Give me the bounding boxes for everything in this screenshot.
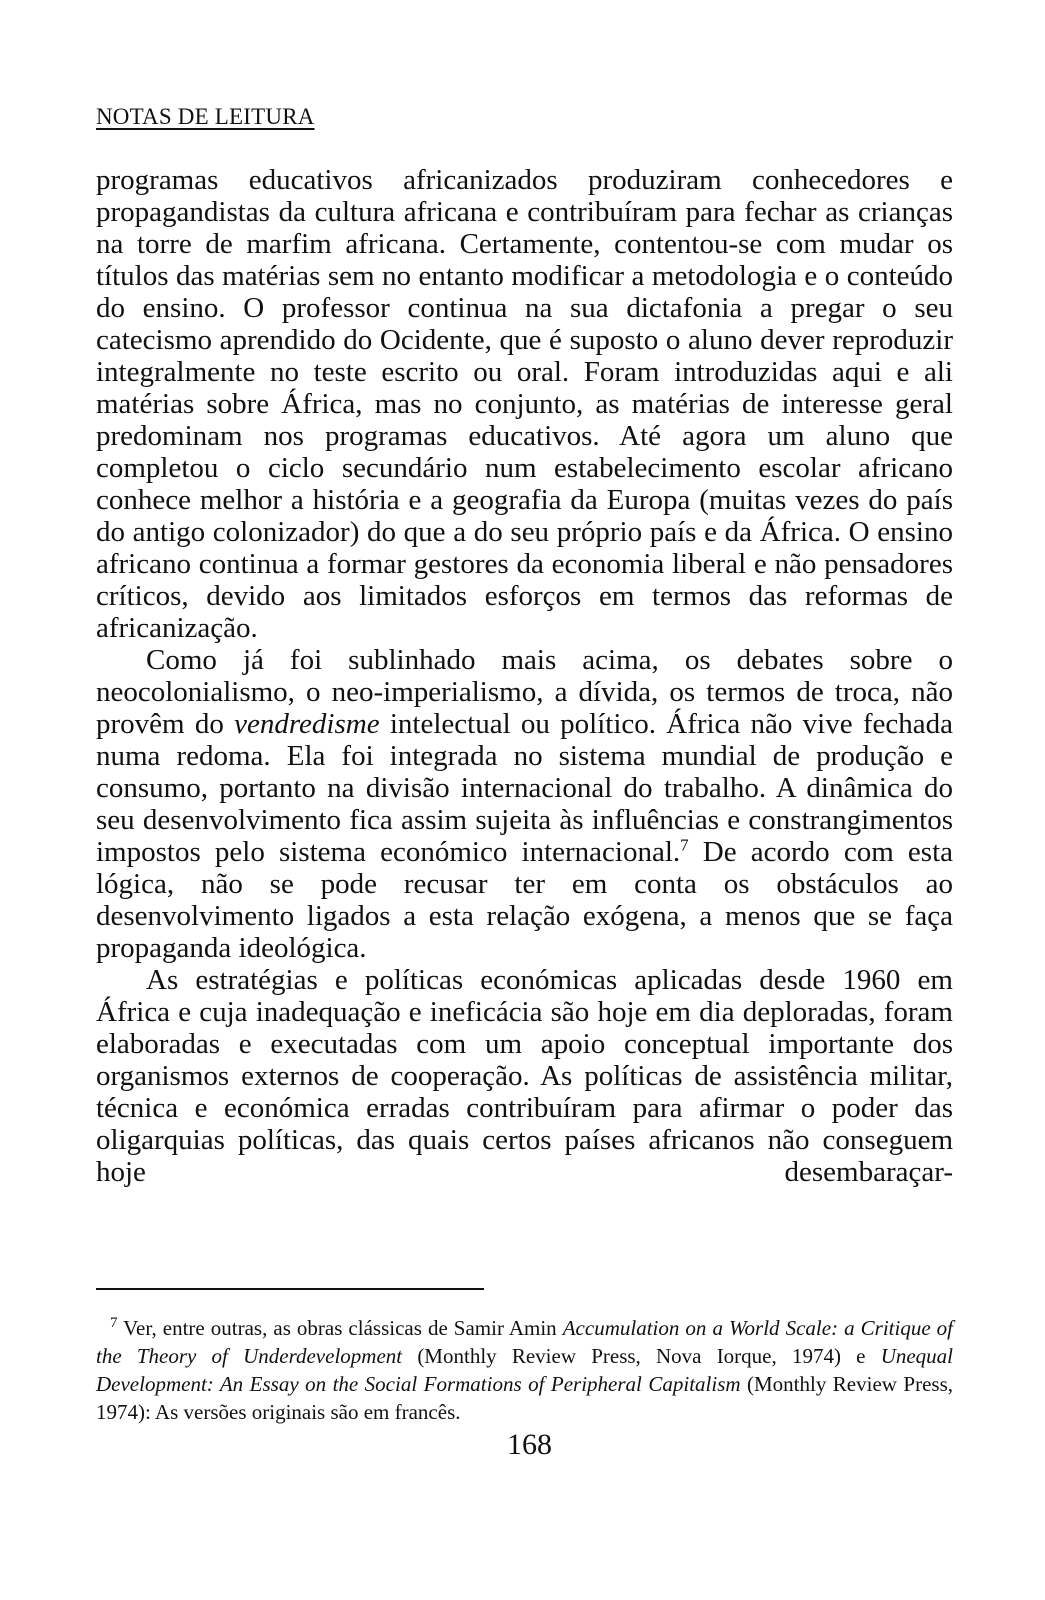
footnote-divider [96,1288,484,1290]
paragraph-3: As estratégias e políticas económicas aplicadas desde 1960 em África e cuja inadequação e ineficácia são hoje em dia deploradas, foram elaboradas e executadas com um apoio conceptual importante dos organismos externos de cooperação. As políticas de assistência militar, técnica e económica erradas contribuíram para afirmar o poder das oligarquias políticas, das quais certos países africanos não conseguem hoje desembaraçar- [96,964,953,1188]
paragraph-2-part-b: intelectual ou político. África não vive fechada numa redoma. Ela foi integrada no sistema mundial de produção e consumo, portanto na divisão internacional do trabalho. A dinâmica do seu desenvolvimento fica assim sujeita às influências e constrangimentos impostos pelo sistema económico internacional. [96,708,954,868]
paragraph-2-part-c: De acordo com esta lógica, não se pode recusar ter em conta os obstáculos ao desenvolvimento ligados a esta relação exógena, a menos que se faça propaganda ideológica. [96,836,953,964]
paragraph-2 [96,644,953,964]
vendredisme-term: vendredisme [234,708,380,740]
footnote-part-1: Ver, entre outras, as obras clássicas de Samir Amin [123,1316,557,1340]
footnote-title-2: Unequal Development: An Essay on the Social Formations of Peripheral Capitalism [96,1344,954,1396]
paragraph-2-part-a: Como já foi sublinhado mais acima, os debates sobre o neocolonialismo, o neo-imperialismo, a dívida, os termos de troca, não provêm do [96,644,953,740]
footnote-number: 7 [110,1315,118,1331]
footnote-reference[interactable]: 7 [680,835,689,855]
paragraph-1: programas educativos africanizados produziram conhecedores e propagandistas da cultura africana e contribuíram para fechar as crianças na torre de marfim africana. Certamente, contentou-se com mudar os títulos das matérias sem no entanto modificar a metodologia e o conteúdo do ensino. O professor continua na sua dictafonia a pregar o seu catecismo aprendido do Ocidente, que é suposto o aluno dever reproduzir integralmente no teste escrito ou oral. Foram introduzidas aqui e ali matérias sobre África, mas no conjunto, as matérias de interesse geral predominam nos programas educativos. Até agora um aluno que completou o ciclo secundário num estabelecimento escolar africano conhece melhor a história e a geografia da Europa (muitas vezes do país do antigo colonizador) do que a do seu próprio país e da África. O ensino africano continua a formar gestores da economia liberal e não pensadores críticos, devido aos limitados esforços em termos das reformas de africanização. [96,164,953,644]
body-text [96,164,953,1188]
page-number: 168 [507,1428,552,1461]
footnote [96,1314,953,1426]
running-header: NOTAS DE LEITURA [96,104,315,129]
footnote-part-3: (Monthly Review Press, 1974): As versões originais são em francês. [96,1372,953,1424]
footnote-title-1: Accumulation on a World Scale: a Critique of the Theory of Underdevelopment [96,1316,954,1368]
footnote-part-2: (Monthly Review Press, Nova Iorque, 1974) e [417,1344,866,1368]
footnote-text [96,1314,953,1426]
